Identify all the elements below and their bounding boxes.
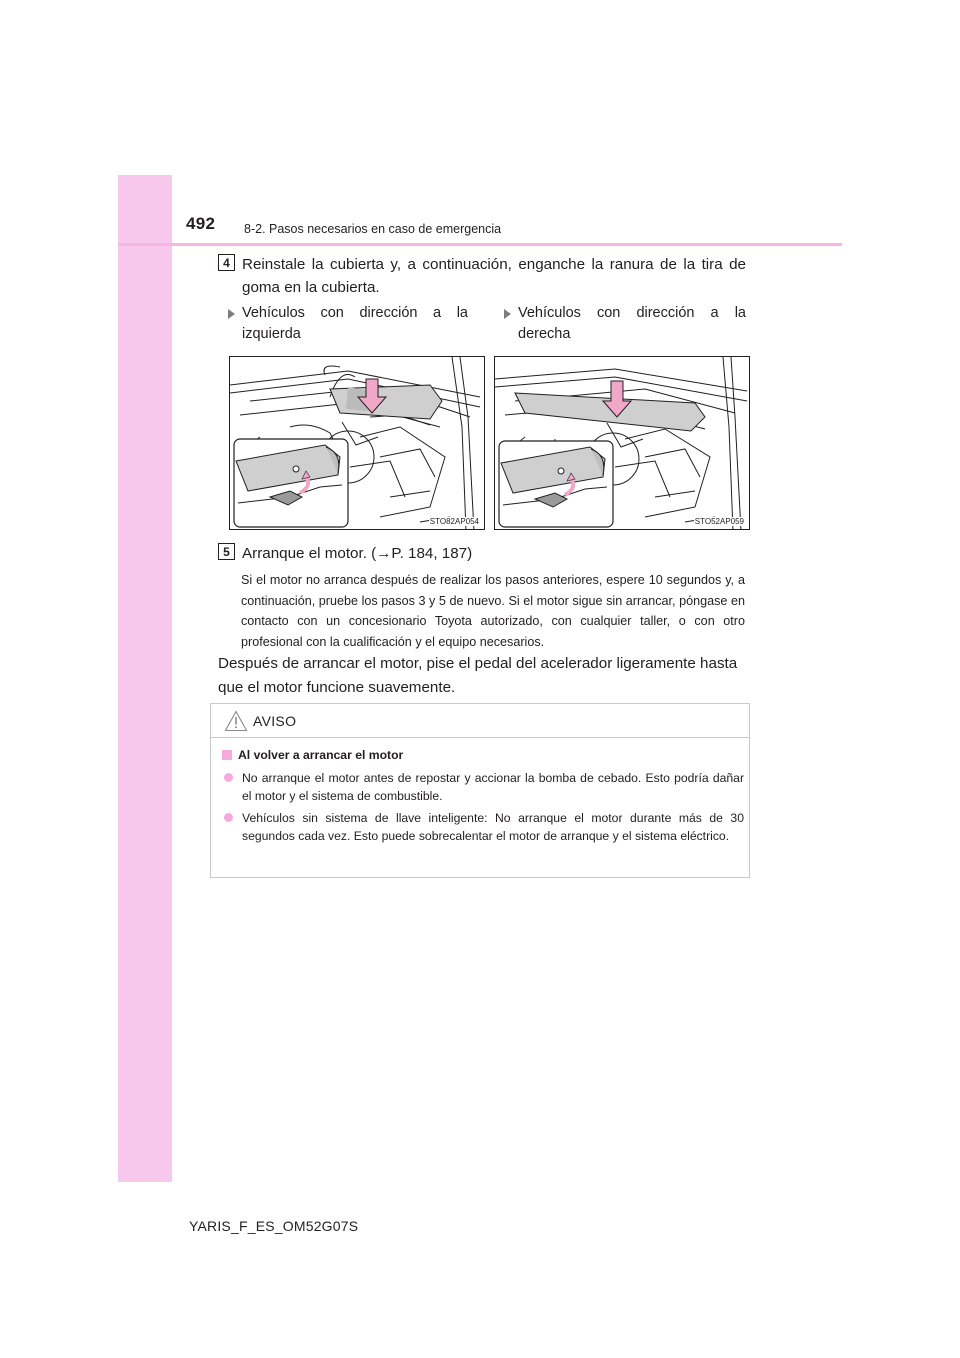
illustration-right-hand-drive [494, 356, 750, 530]
step-5-text: Arranque el motor. (→P. 184, 187) [242, 545, 473, 562]
illustration-code-right: STO52AP059 [694, 517, 744, 526]
note-text: Si el motor no arranca después de realizar los pasos anteriores, espere 10 segundos y, a continuación, pruebe los pasos 3 y 5 de nuevo. Si el motor sigue sin arrancar, póngase en contacto con un concesionario Toyota autorizado, con cualquier taller, o con otro profesional con la cualificación y el equipo necesarios. [241, 573, 745, 649]
illustration-code-left: STO82AP054 [429, 517, 479, 526]
illustration-label-right-line2: derecha [518, 326, 571, 342]
warning-heading [222, 748, 403, 762]
chapter-side-strip [118, 175, 172, 1182]
warning-item-text: Vehículos sin sistema de llave inteligente: No arranque el motor durante más de 30 segundos cada vez. Esto puede sobrecalentar el motor de arranque y el sistema eléctrico. [242, 811, 744, 843]
circle-bullet-icon [224, 813, 233, 822]
triangle-bullet-icon [504, 309, 511, 319]
illustration-label-right: Vehículos con dirección a la [518, 305, 746, 321]
warning-item [223, 769, 744, 805]
warning-box [210, 703, 750, 878]
square-bullet-icon [222, 750, 232, 760]
main-paragraph: Después de arrancar el motor, pise el pedal del acelerador ligeramente hasta que el motor funcione suavemente. [218, 655, 738, 696]
step-badge-5: 5 [218, 543, 235, 560]
section-title: 8-2. Pasos necesarios en caso de emergencia [244, 222, 502, 236]
warning-item [223, 809, 744, 845]
step-badge-4: 4 [218, 254, 235, 271]
warning-triangle-icon [224, 710, 248, 732]
warning-header [211, 704, 749, 738]
page-number: 492 [186, 214, 216, 233]
illustration-left-hand-drive [229, 356, 485, 530]
illustration-label-left: Vehículos con dirección a la [242, 305, 468, 321]
triangle-bullet-icon [228, 309, 235, 319]
engine-bay-drawing [230, 357, 485, 530]
step-4-text: Reinstale la cubierta y, a continuación, enganche la ranura de la tira de goma en la cubierta. [242, 256, 746, 296]
circle-bullet-icon [224, 773, 233, 782]
warning-item-text: No arranque el motor antes de repostar y accionar la bomba de cebado. Esto podría dañar el motor y el sistema de combustible. [242, 771, 744, 803]
footer-code: YARIS_F_ES_OM52G07S [189, 1218, 359, 1234]
engine-bay-drawing [495, 357, 750, 530]
header-rule [118, 243, 842, 246]
warning-title: AVISO [253, 713, 297, 729]
illustration-label-left-line2: izquierda [242, 326, 301, 342]
warning-heading-text: Al volver a arrancar el motor [238, 748, 404, 762]
